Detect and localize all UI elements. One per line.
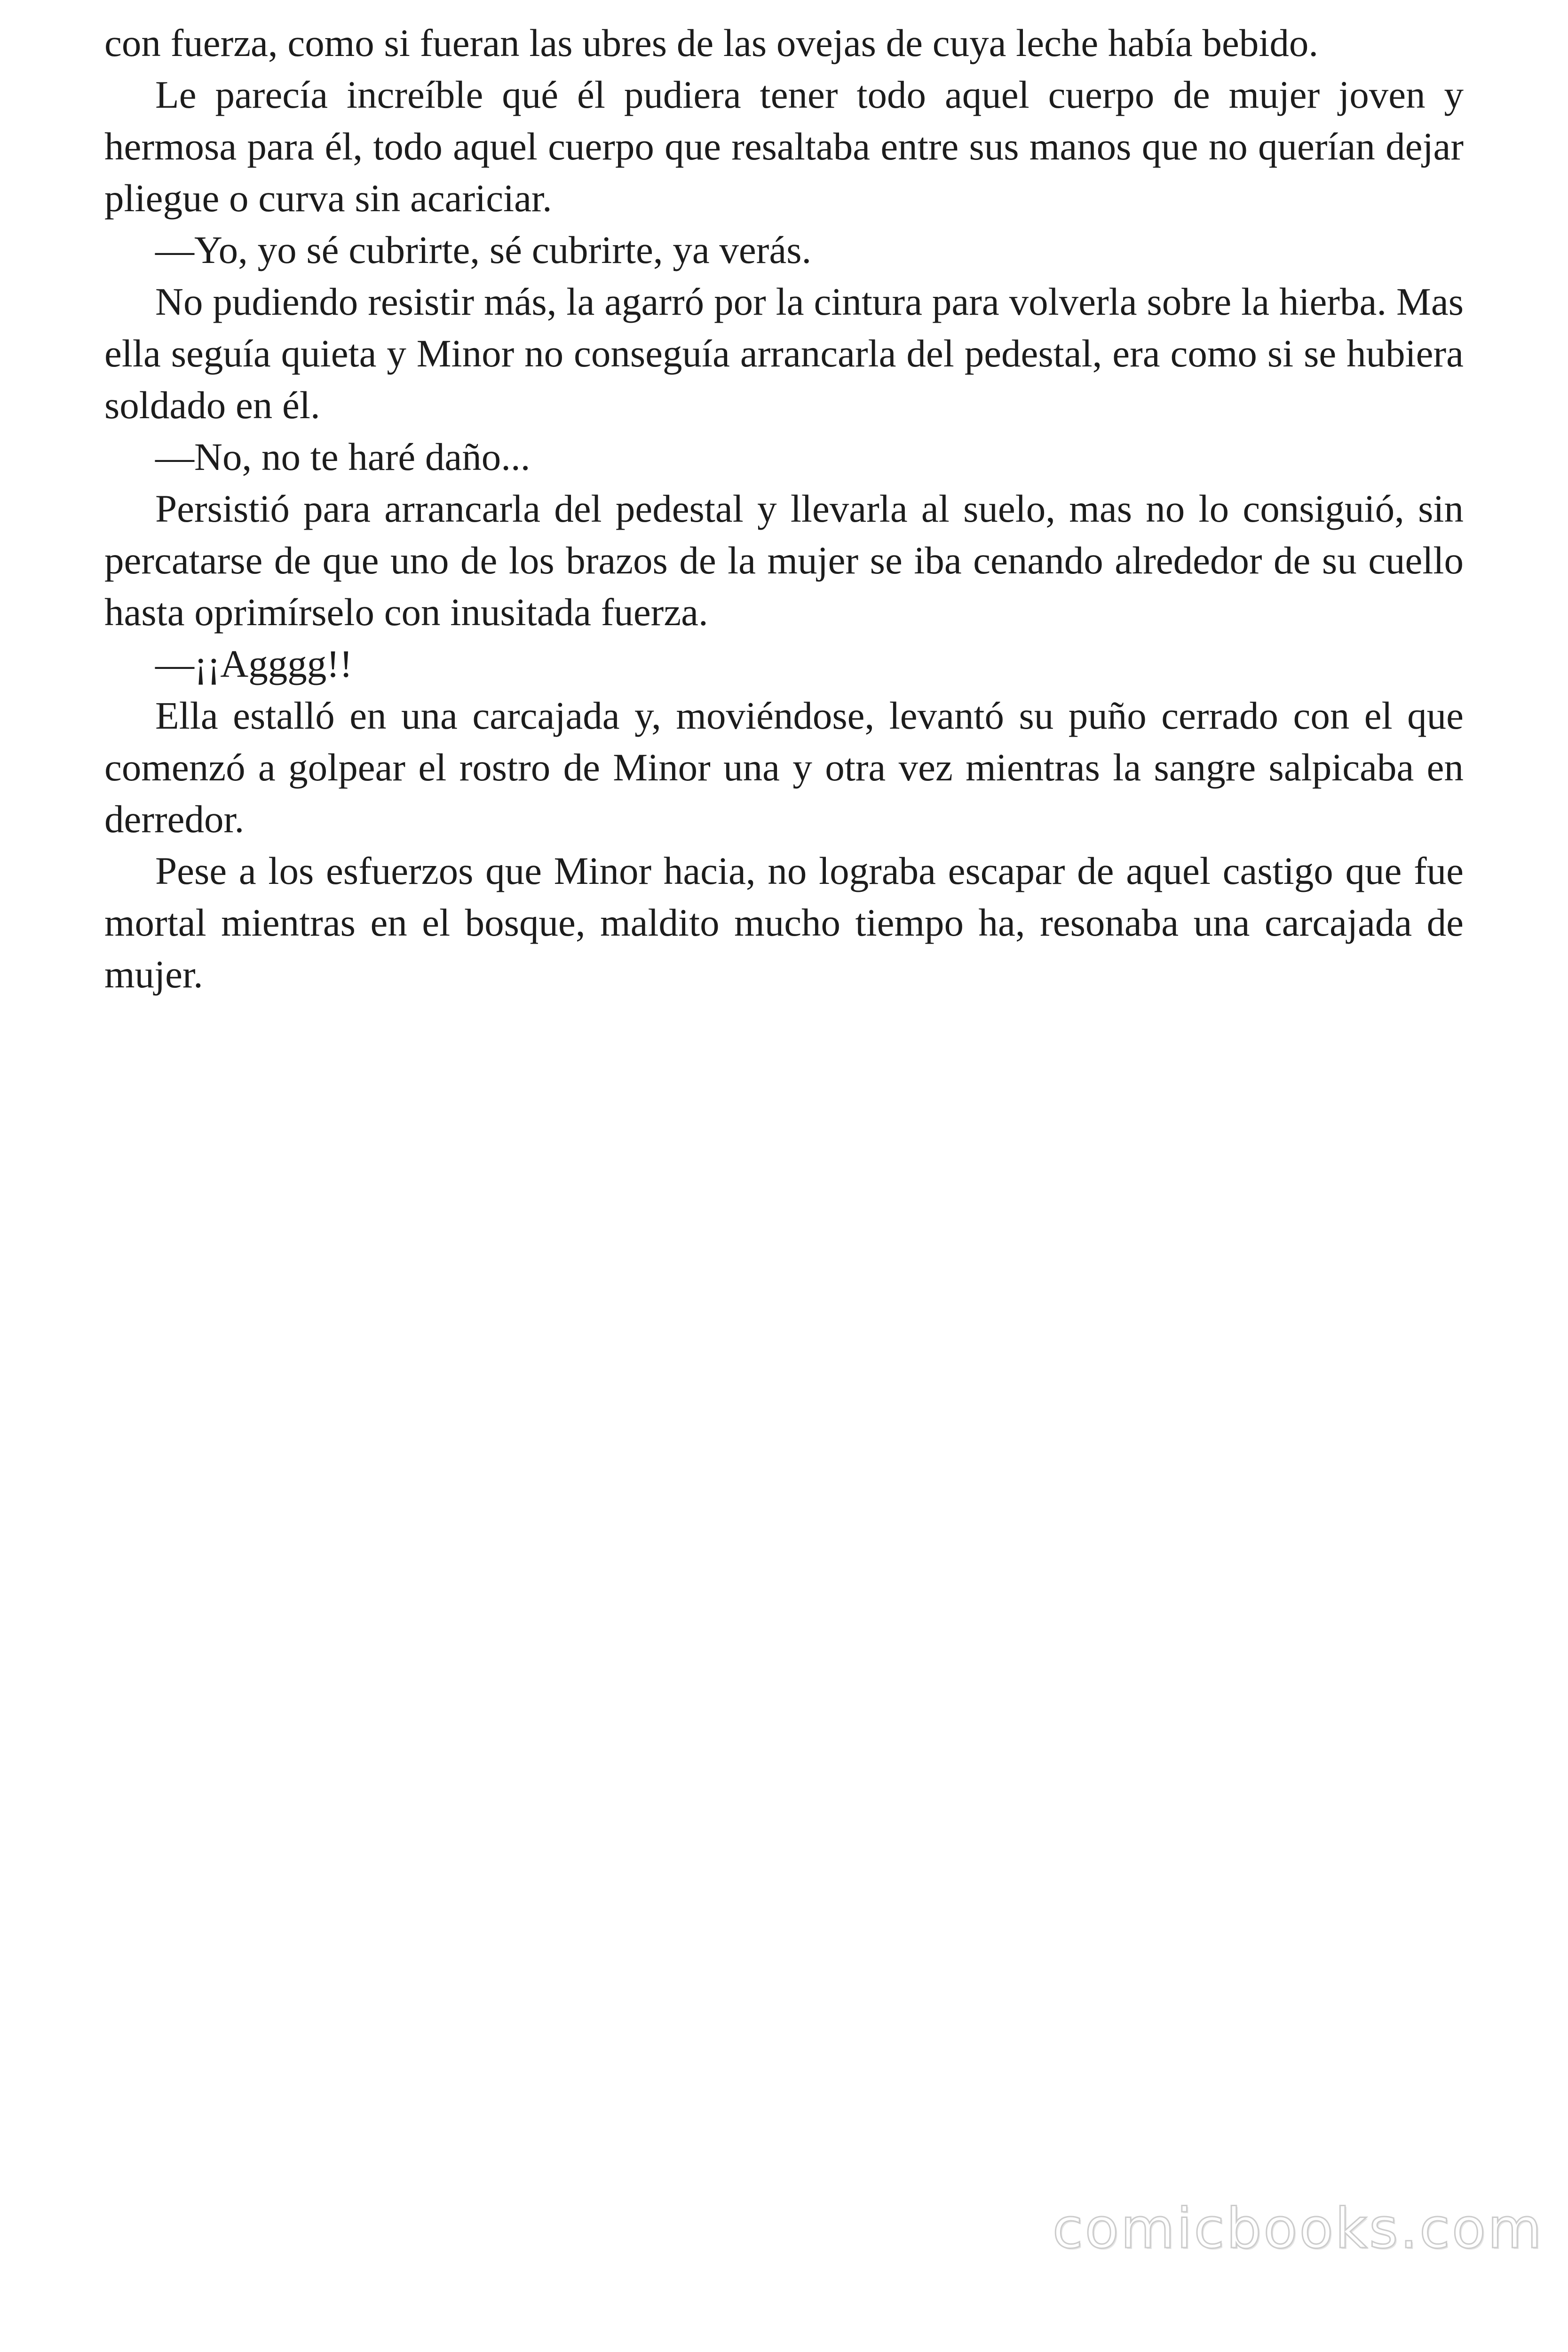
paragraph-7: —¡¡Agggg!! bbox=[155, 642, 353, 685]
paragraph-1: con fuerza, como si fueran las ubres de las ovejas de cuya leche había bebido. bbox=[104, 21, 1319, 64]
document-page bbox=[104, 17, 1464, 1000]
paragraph-3: —Yo, yo sé cubrirte, sé cubrirte, ya verás. bbox=[155, 228, 812, 271]
paragraph-6: Persistió para arrancarla del pedestal y llevarla al suelo, mas no lo consiguió, sin percatarse de que uno de los brazos de la mujer se iba cenando alrededor de su cuello hasta oprimírselo con inusitada fuerza. bbox=[104, 487, 1464, 634]
watermark: comicbooks.com bbox=[1052, 2196, 1544, 2261]
paragraph-2: Le parecía increíble qué él pudiera tener todo aquel cuerpo de mujer joven y hermosa para él, todo aquel cuerpo que resaltaba entre sus manos que no querían dejar pliegue o curva sin acariciar. bbox=[104, 73, 1464, 220]
paragraph-8: Ella estalló en una carcajada y, moviéndose, levantó su puño cerrado con el que comenzó a golpear el rostro de Minor una y otra vez mientras la sangre salpicaba en derredor. bbox=[104, 694, 1464, 841]
paragraph-4: No pudiendo resistir más, la agarró por la cintura para volverla sobre la hierba. Mas ella seguía quieta y Minor no conseguía arrancarla del pedestal, era como si se hubiera soldado en él. bbox=[104, 280, 1464, 427]
paragraph-9: Pese a los esfuerzos que Minor hacia, no lograba escapar de aquel castigo que fue mortal mientras en el bosque, maldito mucho tiempo ha, resonaba una carcajada de mujer. bbox=[104, 849, 1464, 996]
paragraph-5: —No, no te haré daño... bbox=[155, 435, 531, 478]
